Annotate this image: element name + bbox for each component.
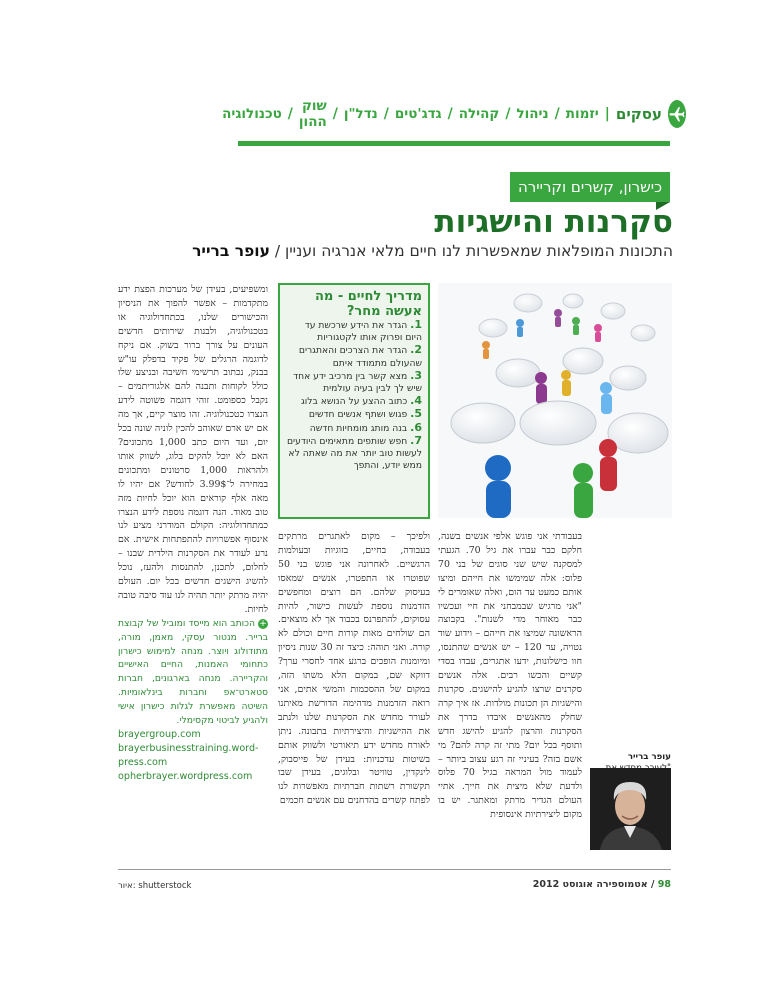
illustration-speech-bubbles <box>438 283 672 518</box>
magazine-issue: אטמוספירה אוגוסט 2012 <box>532 879 648 890</box>
nav-item-4[interactable]: נדל"ן <box>343 106 378 122</box>
guide-item <box>286 395 422 408</box>
nav-item-3[interactable]: גדג'טים <box>394 106 442 122</box>
link-brayergroup[interactable]: brayergroup.com <box>118 729 201 740</box>
article-subline <box>113 242 673 260</box>
guide-item <box>286 422 422 435</box>
page-number: 98 <box>657 879 671 890</box>
text-column-right <box>438 530 582 862</box>
footer-separator: / <box>647 879 655 890</box>
guide-item-number: 3. <box>410 368 422 382</box>
nav-item-1[interactable]: ניהול <box>516 106 549 122</box>
guide-item-text: פגוש ושתף אנשים חדשים <box>308 409 408 421</box>
category-banner: כישרון, קשרים וקריירה <box>510 172 670 202</box>
guide-item-number: 5. <box>410 407 422 421</box>
link-opherbrayer[interactable]: opherbrayer.wordpress.com <box>118 770 253 782</box>
guide-item-number: 2. <box>410 343 422 357</box>
footer-page-info <box>533 879 671 890</box>
guide-item-number: 4. <box>410 394 422 408</box>
author-bio-text: הכותב הוא מייסד ומוביל של קבוצת ברייר. מנטור עסקי, מאמן, מורה, מתודולוג ויוצר. מנחה למימוש כישרון כתחומי האמנות, החיים האישיים והקריירה. מנחה בארגונים, חברות סטארט־אפ וחברות בינלאומיות. השיטה מאפשרת לגלות כישרון אישי ולהגיע לביטוי מקסימלי. <box>118 617 268 727</box>
nav-item-0[interactable]: יזמות <box>565 106 599 122</box>
text-column-middle <box>278 530 430 862</box>
article-headline: סקרנות והישגיות <box>434 204 673 240</box>
section-nav <box>222 98 686 130</box>
guide-item <box>286 408 422 421</box>
subline-text: התכונות המופלאות שמאפשרות לנו חיים מלאי אנרגיה ועניין / <box>274 242 673 260</box>
guide-item-number: 6. <box>410 420 422 434</box>
guide-item-text: בנה מותג מומחיות חדשה <box>309 422 408 434</box>
guide-item-number: 1. <box>410 318 422 331</box>
guide-item-text: חפש שותפים מתאימים היודעים לעשות טוב יותר את מה שאתה לא ממש יודע, והתפך <box>286 435 422 472</box>
link-brayerbusinesstraining[interactable]: brayerbusinesstraining.word-press.com <box>118 742 259 768</box>
nav-item-6[interactable]: טכנולוגיה <box>222 106 282 122</box>
guide-item-number: 7. <box>410 433 422 447</box>
guide-title: מדריך לחיים - מה אעשה מחר? <box>314 289 422 319</box>
nav-slash: / <box>287 106 293 122</box>
nav-rule <box>238 141 670 146</box>
author-name: עופר ברייר <box>192 242 270 260</box>
guide-item-text: מצא קשר בין מרכיב ידע אחד שיש לך לבין בעיה עולמית <box>293 370 422 395</box>
nav-slash: / <box>383 106 389 122</box>
author-photo <box>590 768 671 850</box>
nav-separator: | <box>604 106 610 122</box>
text-column-left <box>118 283 268 863</box>
author-bio <box>118 617 268 728</box>
guide-item <box>286 319 422 344</box>
nav-slash: / <box>505 106 511 122</box>
guide-item <box>286 344 422 369</box>
guide-item <box>286 435 422 473</box>
nav-section-title[interactable]: עסקים <box>615 105 662 123</box>
nav-item-2[interactable]: קהילה <box>458 106 500 122</box>
footer-credit: איור: shutterstock <box>118 881 192 891</box>
nav-slash: / <box>447 106 453 122</box>
nav-slash: / <box>554 106 560 122</box>
nav-item-5[interactable]: שוק ההון <box>298 98 327 130</box>
airplane-icon <box>668 100 686 128</box>
guide-item-text: כתוב ההצע על הנושא בלוג <box>301 396 408 408</box>
footer-rule <box>118 869 671 870</box>
guide-item-text: הגדר את הצרכים והאתגרים שהעולם מתמודד איתם <box>298 345 422 369</box>
nav-slash: / <box>332 106 338 122</box>
column-left-text: ומשפיעים, בעידן של מערכות הפצת ידע מתקדמות – אפשר להפוך את הניסיון והכישורים שלנו, בכתחדולוגיה או בטכנולוגיה, ולבנות שירותים חדשים העונים על צורך ברור בשוק. אם ניקח לדוגמה הרגלים של פקיד בדפלק עו"ש בבנק, נכתוב תרשימי חשיבה ובניצע שלו כולל לקוחות ותבנה להם אלגוריתמים – נקבל כספומט. זוהי דוגמה פשוטה לידע הנצרו כטכנולוגיה. זהו מוצר קיים, אך מה אם יש ארם שאוהב להכין לוניה שונה בכל יום, ועד היום כתב 1,000 מתכונים? האם לא יוכל להקים בלוג, לשווק אותו ולהראות 1,000 סרטונים ומתכונים במחירה ל־3.99$ לחודש? אם יהיו לו מאה אלף קוראים הוא יוכל לחיות מזה טוב מאוד. הנה דוגמה נוספת לידע הנצרו כמתחדולוגיה: הקולם המודרני מציע לנו אינסוף אפשרויות להתפתחות אישית. אם נרע לעודר את הסקרנות הילדית שבנו – לחלום, לתכנן, להתנסות ולהעז, נוכל להשיג הישגים חדשים בכל יום. העולם יהיה מרתק יותר תהיה לנו עוד סיבה טובה לחיות. <box>118 284 268 615</box>
guide-item-text: הגדר את הידע שרכשת עד היום ופרוק אותו לקטגוריות <box>304 320 422 344</box>
column-right-text: בעבודתי אני פוגש אלפי אנשים בשנה, חלקם כבר עברו את גיל 70. הגעתי למסקנה שיש שני סוגים של בני 70 פלוס: אלה שמימשו את חייהם ומיצו אותם כמעט עד הום, ואלה שאומרים לי "אני מרגיש שבמבחני את חיי ועכשיו כבר מאוחר מדי לשנות". בקבוצה הראשונה שמיצו את חייהם – וידוע שוד נטויה, עד 120 – יש אנשים שהתנסו, חוו כישלונות, ידעו אתגרים, עבדו בסדי קשיים והכשו רבים. אלה אנשים סקרנים שרצו להגיע להישגים. סקרנות והישגיות הן תכונות מולדות. אז איך קרה שחלק מהאנשים איבדו בדרך את הסקרנות והרצון להגיע להישג חדש ותוסף בכל יום? מתי זה קרה להם? מי אשם בזה? בעיניי זה רגע עצוב ביותר – לעמוד מול המראה בגיל 70 פלוס ולדעת שלא מיצית את חייך. אתיי העולם הגדיר מרתק ומאתגר. יש בו מקום ליצירתיות אינסופית <box>438 531 582 821</box>
column-middle-text: ולפיכך – מקום לאתגרים מרתקים בעבודה, בחיים, בזוגיות ובעולמות הרגשיים. לאחרונה אני פוגש בני 50 שפוטרו או התפטרו, אנשים שמאסו בעיסוק שלהם. הם רוצים ומחפשים הזדמנות נוספת לעשות כישור, להיות עסוקים, להתפרנס בכבוד אך לא מוצאים. הם שולחים מאות קורות חיים וכולם לא קורה. ואני תוהה: כיצד זה 30 שנות ניסיון ומיומנות הופכים ברגע אחד לחסרי ערך? דווקא שם, במקום הלא משתו הזה, במקום של ההסכמות והמשי אתים, אני רואה הזדמנות מדהימה הדורשת מאיתנו לעורר מחדש את הסקרנות שלנו ולנתב את ההישגיות והיצירתיות בתבונה. ניתן לאורח מחדש ידע תיאורטי ולשווק אותם בשיטות עדכניות: בעידן של פייסבוק, לינקדין, טוויטר ובלוגים, בעידן שבו תקשורת רשתות חברתיות מאפשרות לנו לפתח קשרים בהדחנים עם אנשים חכמים <box>278 531 430 807</box>
guide-box <box>278 283 430 519</box>
author-caption-name: עופר ברייר <box>627 752 671 762</box>
plus-icon: + <box>259 618 267 629</box>
guide-item <box>286 370 422 395</box>
